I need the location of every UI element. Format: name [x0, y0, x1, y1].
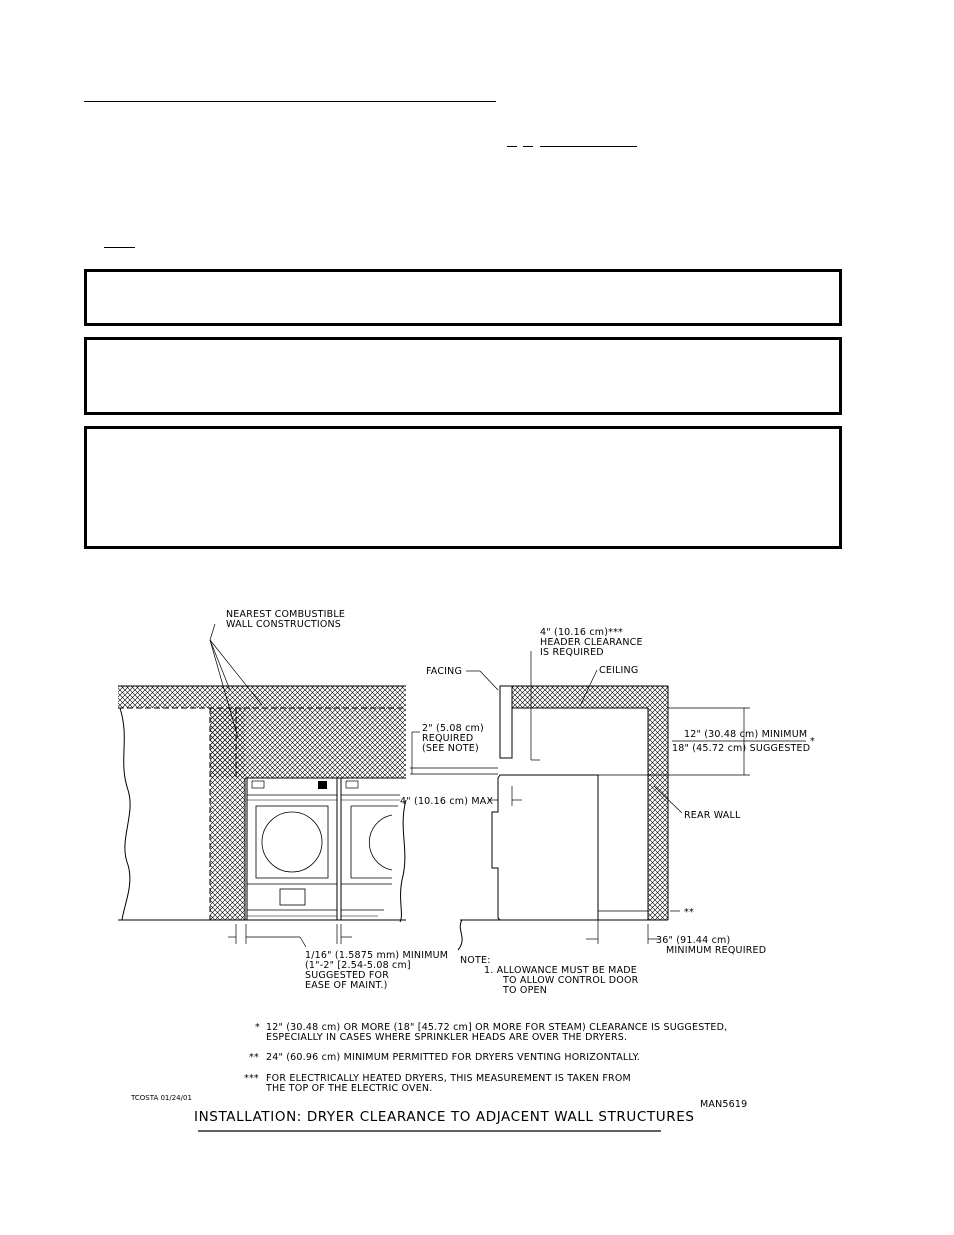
rear-wall-hatch	[648, 708, 668, 920]
label-note: NOTE: 1. ALLOWANCE MUST BE MADE TO ALLOW CONTROL DOOR TO OPEN	[460, 955, 639, 996]
dryer-side-profile	[492, 775, 598, 920]
label-ceiling: CEILING	[599, 665, 639, 676]
label-double-star: **	[684, 907, 694, 918]
label-rear-clearance: 36" (91.44 cm) MINIMUM REQUIRED	[656, 935, 767, 956]
label-max-4in: 4" (10.16 cm) MAX	[400, 796, 494, 807]
footnote-2: ** 24" (60.96 cm) MINIMUM PERMITTED FOR DRYERS VENTING HORIZONTALLY.	[249, 1052, 640, 1063]
label-header-clearance: 4" (10.16 cm)*** HEADER CLEARANCE IS REQUIRED	[540, 627, 643, 658]
break-line-left	[120, 708, 130, 920]
label-nearest-combustible: NEAREST COMBUSTIBLE WALL CONSTRUCTIONS	[226, 609, 346, 630]
label-side-clearance: 1/16" (1.5875 mm) MINIMUM (1"-2" [2.54-5.08 cm] SUGGESTED FOR EASE OF MAINT.)	[305, 950, 449, 991]
break-line-right	[400, 800, 406, 922]
drawing-id: MAN5619	[700, 1099, 748, 1110]
facing-panel	[500, 686, 512, 758]
label-top-clearance-mark: *	[810, 736, 815, 747]
dryer-unit-2	[341, 778, 400, 920]
label-required-2in: 2" (5.08 cm) REQUIRED (SEE NOTE)	[422, 723, 484, 754]
side-wall-hatch	[210, 708, 245, 920]
footnote-3: *** FOR ELECTRICALLY HEATED DRYERS, THIS MEASUREMENT IS TAKEN FROM THE TOP OF THE ELECTRIC OVEN.	[244, 1073, 631, 1094]
ceiling-hatch-right	[512, 686, 668, 708]
diagram-title: INSTALLATION: DRYER CLEARANCE TO ADJACENT WALL STRUCTURES	[194, 1109, 695, 1125]
label-rear-wall: REAR WALL	[684, 810, 741, 821]
label-top-clearance: 12" (30.48 cm) MINIMUM 18" (45.72 cm) SUGGESTED	[672, 729, 811, 754]
footnote-1: * 12" (30.48 cm) OR MORE (18" [45.72 cm] OR MORE FOR STEAM) CLEARANCE IS SUGGESTED, ESPECIALLY IN CASES WHERE SPRINKLER HEADS ARE OVER THE DRYERS.	[255, 1022, 728, 1043]
dryer-unit-1	[247, 778, 337, 920]
label-facing: FACING	[426, 666, 463, 677]
author-stamp: TCOSTA 01/24/01	[131, 1094, 192, 1102]
front-elevation	[118, 624, 406, 947]
